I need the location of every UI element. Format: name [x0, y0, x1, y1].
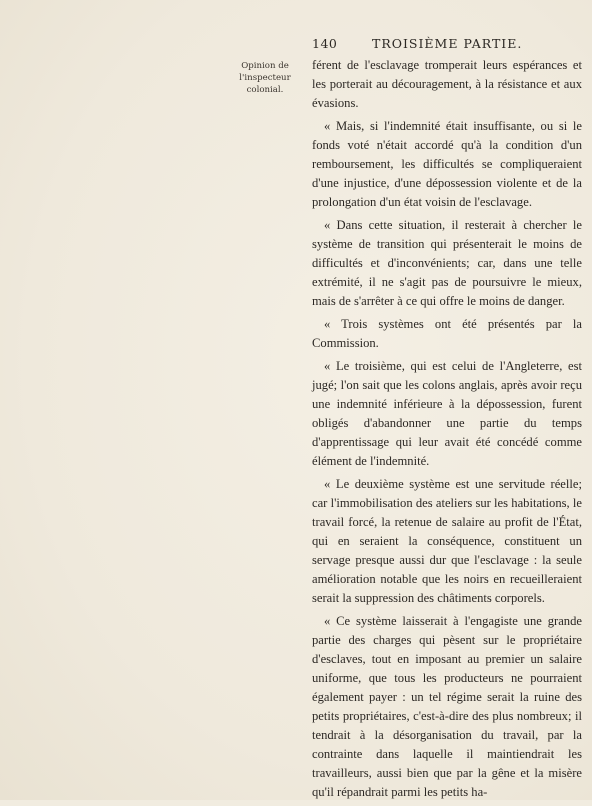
running-title: TROISIÈME PARTIE. — [372, 36, 523, 51]
body-text — [312, 56, 582, 806]
margin-note-line-1: Opinion de — [241, 61, 289, 71]
margin-note — [222, 60, 308, 96]
paragraph: « Le deuxième système est une servitude réelle; car l'immobilisation des ateliers sur les habitations, le travail forcé, la retenue de salaire au profit de l'État, qui en seraient la conséquence, constituent un servage presque aussi dur que l'esclavage : la seule amélioration notable que les noirs en recueilleraient serait la suppression des châtiments corporels. — [312, 477, 582, 605]
paragraph: « Le troisième, qui est celui de l'Angleterre, est jugé; l'on sait que les colons anglais, après avoir reçu une indemnité inférieure à la dépossession, furent obligés d'abandonner une partie du temps d'apprentissage qui leur avait été concédé comme élément de l'indemnité. — [312, 359, 582, 468]
page-number: 140 — [312, 36, 338, 51]
paragraph: « Ce système laisserait à l'engagiste une grande partie des charges qui pèsent sur le propriétaire d'esclaves, tout en imposant au premier un salaire uniforme, que tous les producteurs ne pourraient également payer : un tel régime serait la ruine des petits propriétaires, c'est-à-dire des plus nombreux; il tendrait à la désorganisation du travail, par la contrainte dans laquelle il maintiendrait les travailleurs, aussi bien que par la gêne et la misère qu'il répandrait parmi les petits ha- — [312, 614, 582, 799]
paragraph: « Mais, si l'indemnité était insuffisante, ou si le fonds voté n'était accordé qu'à la condition d'un remboursement, les difficultés se compliqueraient d'une injustice, d'une dépossession violente et de la prolongation d'un état voisin de l'esclavage. — [312, 119, 582, 209]
paragraph: « Dans cette situation, il resterait à chercher le système de transition qui présenterait le moins de difficultés et d'inconvénients; car, dans une telle extrémité, il ne s'agit pas de poursuivre le mieux, mais de s'arrêter à ce qui offre le moins de danger. — [312, 218, 582, 308]
margin-note-line-2: l'inspecteur colonial. — [239, 73, 291, 95]
page-header — [312, 36, 578, 51]
paragraph: « Trois systèmes ont été présentés par la Commission. — [312, 317, 582, 350]
paragraph: férent de l'esclavage tromperait leurs espérances et les porterait au découragement, à la résistance et aux évasions. — [312, 58, 582, 110]
